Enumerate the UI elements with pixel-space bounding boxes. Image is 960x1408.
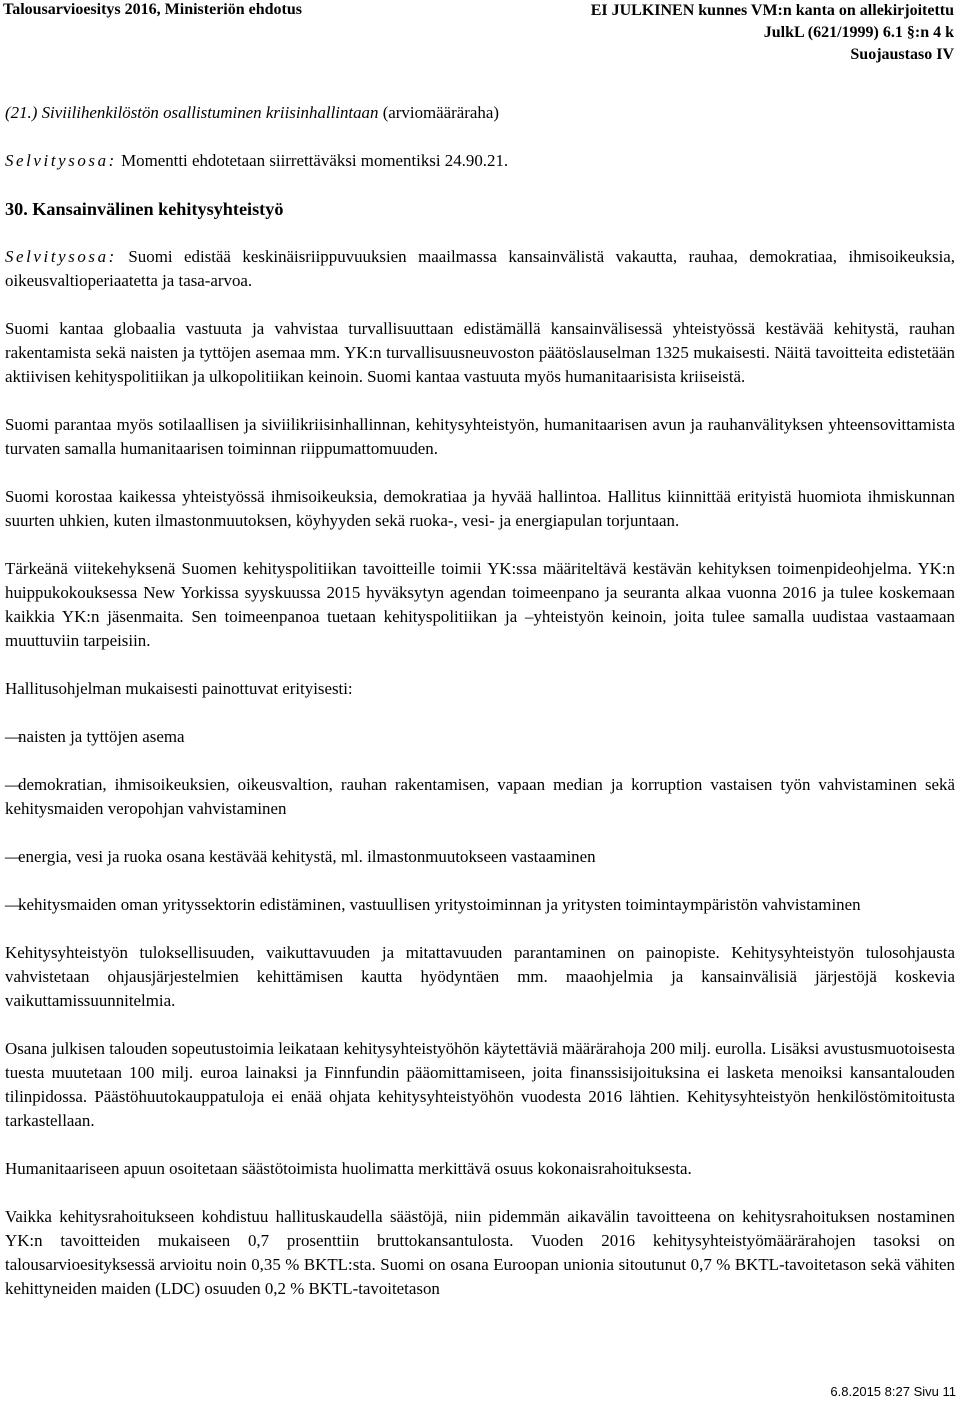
header-classification-line: EI JULKINEN kunnes VM:n kanta on allekirjoitettu xyxy=(590,2,954,19)
priority-text: demokratian, ihmisoikeuksien, oikeusvaltion, rauhan rakentamisen, vapaan median ja korruption vastaisen työn vahvistaminen sekä kehitysmaiden veropohjan vahvistaminen xyxy=(5,775,955,818)
explanation-text: Suomi edistää keskinäisriippuvuuksien maailmassa kansainvälistä vakautta, rauhaa, demokratiaa, ihmisoikeuksia, oikeusvaltioperiaatetta ja tasa-arvoa. xyxy=(5,247,955,290)
priority-list-item xyxy=(5,725,955,749)
priority-list-item xyxy=(5,845,955,869)
explanation-label: Selvitysosa: xyxy=(5,247,117,266)
footer-page-number: Sivu 11 xyxy=(913,1384,956,1399)
dash-bullet: — xyxy=(5,847,22,866)
paragraph: Tärkeänä viitekehyksenä Suomen kehityspolitiikan tavoitteille toimii YK:ssa määriteltävä kestävän kehityksen toimenpideohjelma. YK:n huippukokouksessa New Yorkissa syyskuussa 2015 hyväksytyn agendan toimeenpano ja seuranta alkaa vuonna 2016 ja tulee koskemaan kaikkia YK:n jäsenmaita. Sen toimeenpanoa tuetaan kehityspolitiikan ja –yhteistyön keinoin, joita tulee samalla uudistaa vastaamaan muuttuviin tarpeisiin. xyxy=(5,559,955,650)
header-classification-line: JulkL (621/1999) 6.1 §:n 4 k xyxy=(763,24,954,41)
paragraph: Humanitaariseen apuun osoitetaan säästötoimista huolimatta merkittävä osuus kokonaisrahoituksesta. xyxy=(5,1159,692,1178)
priority-list-item xyxy=(5,893,955,917)
header-document-title: Talousarvioesitys 2016, Ministeriön ehdotus xyxy=(3,1,302,18)
header-classification-line: Suojaustaso IV xyxy=(850,46,954,63)
section-30-explanation xyxy=(5,245,955,293)
dash-bullet: — xyxy=(5,895,22,914)
footer-time: 8:27 xyxy=(884,1384,910,1399)
paragraph: Vaikka kehitysrahoitukseen kohdistuu hallituskaudella säästöjä, niin pidemmän aikavälin tavoitteena on kehitysrahoituksen nostaminen YK:n tavoitteiden mukaiseen 0,7 prosenttiin bruttokansantulosta. Vuoden 2016 kehitysyhteistyömäärärahojen tasoksi on talousarvioesityksessä arvioitu noin 0,35 % BKTL:sta. Suomi on osana Euroopan unionia sitoutunut 0,7 % BKTL-tavoitetason sekä vähiten kehittyneiden maiden (LDC) osuuden 0,2 % BKTL-tavoitetason xyxy=(5,1207,955,1298)
paragraph: Suomi korostaa kaikessa yhteistyössä ihmisoikeuksia, demokratiaa ja hyvää hallintoa. Hallitus kiinnittää erityistä huomiota ihmiskunnan suurten uhkien, kuten ilmastonmuutoksen, köyhyyden sekä ruoka-, vesi- ja energiapulan torjuntaan. xyxy=(5,487,955,530)
explanation-text: Momentti ehdotetaan siirrettäväksi momentiksi 24.90.21. xyxy=(121,151,509,170)
document-body xyxy=(5,101,955,1325)
priority-text: energia, vesi ja ruoka osana kestävää kehitystä, ml. ilmastonmuutokseen vastaaminen xyxy=(18,847,596,866)
section-21-explanation xyxy=(5,149,955,173)
section-21-title-suffix: (arviomääräraha) xyxy=(382,103,499,122)
dash-bullet: — xyxy=(5,727,22,746)
footer-date: 6.8.2015 xyxy=(830,1384,882,1399)
explanation-label: Selvitysosa: xyxy=(5,151,117,170)
page-footer xyxy=(830,1384,956,1400)
paragraph: Suomi kantaa globaalia vastuuta ja vahvistaa turvallisuuttaan edistämällä kansainvälisessä yhteistyössä kestävää kehitystä, rauhan rakentamista sekä naisten ja tyttöjen asemaa mm. YK:n turvallisuusneuvoston päätöslauselman 1325 mukaisesti. Näitä tavoitteita edistetään aktiivisen kehityspolitiikan ja ulkopolitiikan keinoin. Suomi kantaa vastuuta myös humanitaarisista kriiseistä. xyxy=(5,319,955,386)
paragraph: Kehitysyhteistyön tuloksellisuuden, vaikuttavuuden ja mitattavuuden parantaminen on painopiste. Kehitysyhteistyön tulosohjausta vahvistetaan ohjausjärjestelmien kehittämisen kautta hyödyntäen mm. maaohjelmia ja kansainvälisiä järjestöjä koskevia vaikuttamissuunnitelmia. xyxy=(5,943,955,1010)
dash-bullet: — xyxy=(5,775,22,794)
priorities-intro: Hallitusohjelman mukaisesti painottuvat erityisesti: xyxy=(5,679,353,698)
section-30-heading: 30. Kansainvälinen kehitysyhteistyö xyxy=(5,199,284,219)
paragraph: Suomi parantaa myös sotilaallisen ja siviilikriisinhallinnan, kehitysyhteistyön, humanitaarisen avun ja rauhanvälityksen yhteensovittamista turvaten samalla humanitaarisen toiminnan riippumattomuuden. xyxy=(5,415,955,458)
section-21-title-text: (21.) Siviilihenkilöstön osallistuminen kriisinhallintaan xyxy=(5,103,379,122)
section-21-title xyxy=(5,101,955,125)
header-classification xyxy=(591,0,954,66)
priority-text: kehitysmaiden oman yrityssektorin edistäminen, vastuullisen yritystoiminnan ja yritysten toimintaympäristön vahvistaminen xyxy=(18,895,861,914)
priority-text: naisten ja tyttöjen asema xyxy=(18,727,185,746)
paragraph: Osana julkisen talouden sopeutustoimia leikataan kehitysyhteistyöhön käytettäviä määrärahoja 200 milj. eurolla. Lisäksi avustusmuotoisesta tuesta muutetaan 100 milj. euroa lainaksi ja Finnfundin pääomittamiseen, joita finanssisijoituksina ei lasketa menoiksi kansantalouden tilinpidossa. Päästöhuutokauppatuloja ei enää ohjata kehitysyhteistyöhön vuodesta 2016 lähtien. Kehitysyhteistyön henkilöstömitoitusta tarkastellaan. xyxy=(5,1039,955,1130)
priority-list-item xyxy=(5,773,955,821)
